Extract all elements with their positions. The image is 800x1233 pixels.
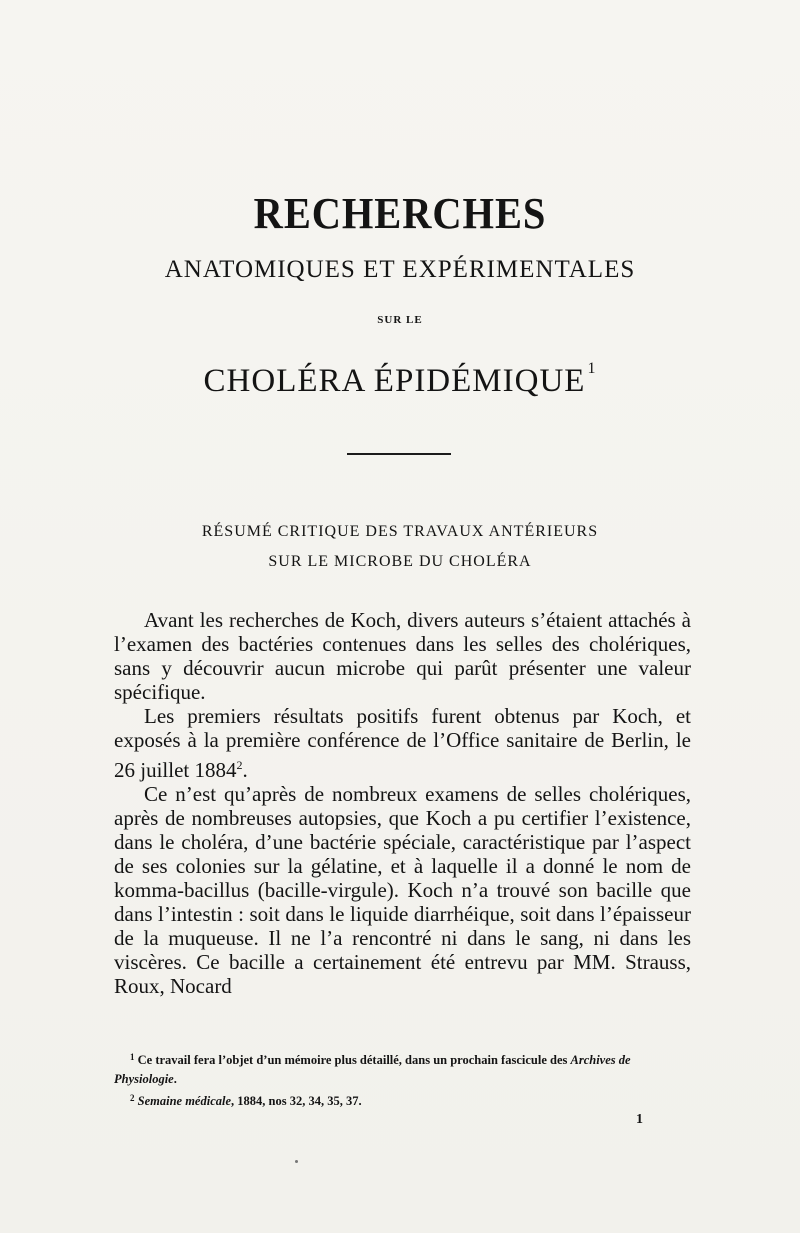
title-connector: SUR LE [377, 314, 423, 326]
footnote-2-text: , 1884, nos 32, 34, 35, 37. [231, 1094, 362, 1108]
footnote-1-mark: 1 [130, 1052, 135, 1062]
section-heading-line2: SUR LE MICROBE DU CHOLÉRA [268, 553, 532, 570]
footnote-1-text: Ce travail fera l’objet d’un mémoire plus détaillé, dans un prochain fascicule des [137, 1053, 571, 1067]
footnote-1-end: . [173, 1072, 177, 1086]
footnotes [114, 1048, 691, 1111]
paragraph-2-end: . [242, 757, 248, 782]
title-subtitle: ANATOMIQUES ET EXPÉRIMENTALES [164, 256, 636, 283]
footnote-1 [114, 1048, 691, 1089]
footnote-2 [114, 1089, 691, 1111]
title-disease-text: CHOLÉRA ÉPIDÉMIQUE [203, 363, 586, 399]
section-heading-line1: RÉSUMÉ CRITIQUE DES TRAVAUX ANTÉRIEURS [201, 523, 599, 540]
title-rule [347, 453, 451, 455]
paragraph-1: Avant les recherches de Koch, divers auteurs s’étaient attachés à l’examen des bactéries contenues dans les selles des cholériques, sans y découvrir aucun microbe qui parût présenter une valeur spécifique. [114, 608, 691, 705]
paper-speck [295, 1160, 298, 1163]
paragraph-2 [114, 704, 691, 781]
title-footnote-mark: 1 [587, 360, 597, 377]
paragraph-3: Ce n’est qu’après de nombreux examens de selles cholériques, après de nombreuses autopsies, que Koch a pu certifier l’existence, dans le choléra, d’une bactérie spéciale, caractéristique par l’aspect de ses colonies sur la gélatine, et à laquelle il a donné le nom de komma-bacillus (bacille-virgule). Koch n’a trouvé son bacille que dans l’intestin : soit dans le liquide diarrhéique, soit dans l’épaisseur de la muqueuse. Il ne l’a rencontré ni dans le sang, ni dans les viscères. Ce bacille a certainement été entrevu par MM. Strauss, Roux, Nocard [114, 781, 691, 999]
body-text [114, 608, 691, 999]
page-number: 1 [636, 1112, 643, 1127]
title-main: RECHERCHES [253, 189, 547, 238]
footnote-1-journal: Archives de Physiologie [114, 1053, 631, 1086]
title-disease [0, 360, 800, 400]
paragraph-2-text: Les premiers résultats positifs furent obtenus par Koch, et exposés à la première conférence de l’Office sanitaire de Berlin, le 26 juillet 1884 [114, 704, 691, 782]
footnote-2-journal: Semaine médicale [137, 1094, 232, 1108]
paragraph-2-footnote-mark: 2 [236, 757, 243, 772]
section-heading [0, 517, 800, 577]
footnote-2-mark: 2 [130, 1093, 135, 1103]
